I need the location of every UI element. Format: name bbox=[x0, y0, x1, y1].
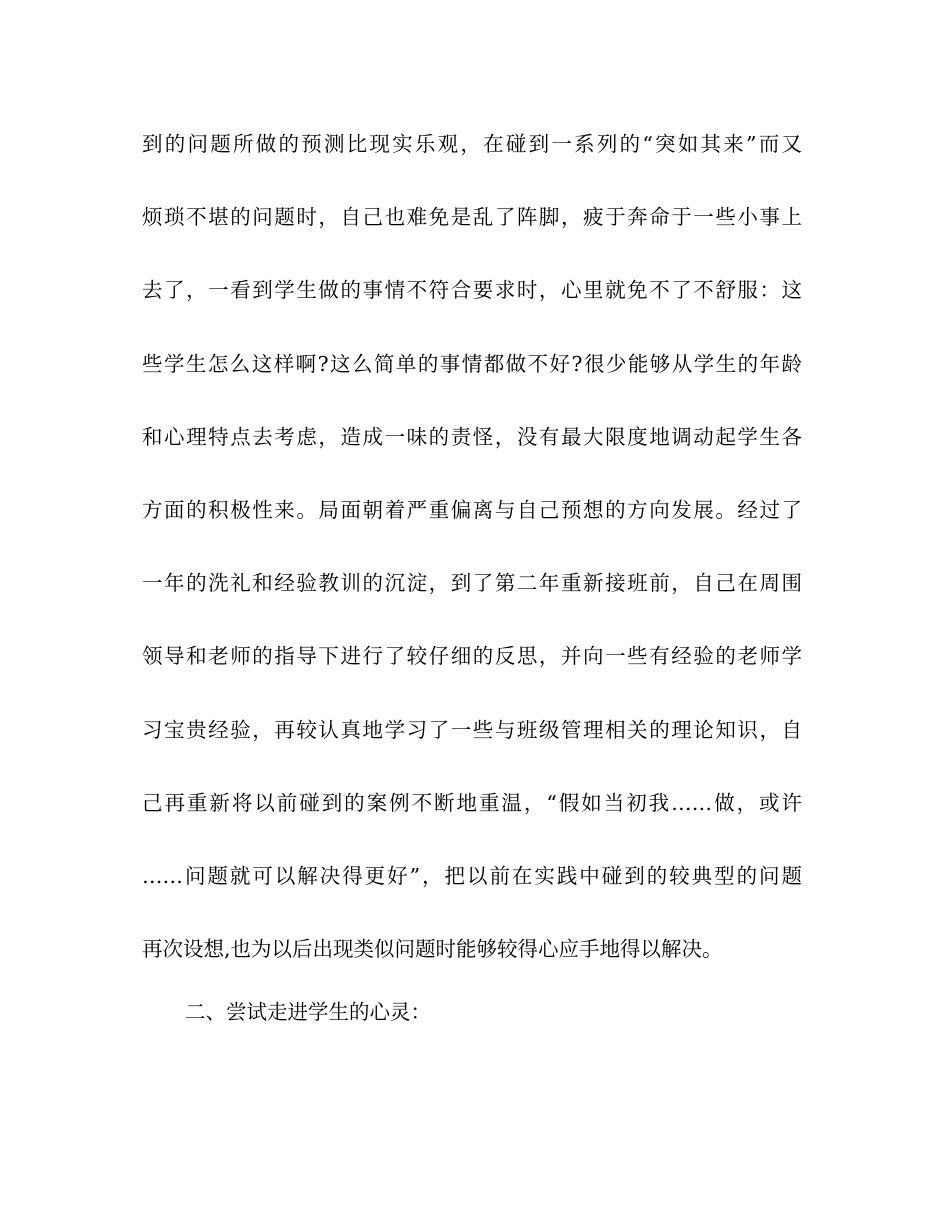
paragraph-line: 些学生怎么这样啊?这么简单的事情都做不好?很少能够从学生的年龄 bbox=[142, 351, 802, 376]
paragraph-line: 烦琐不堪的问题时，自己也难免是乱了阵脚，疲于奔命于一些小事上 bbox=[142, 205, 802, 230]
paragraph-line: 去了，一看到学生做的事情不符合要求时，心里就免不了不舒服：这 bbox=[142, 278, 802, 303]
paragraph-line: 习宝贵经验，再较认真地学习了一些与班级管理相关的理论知识，自 bbox=[142, 717, 802, 742]
body-paragraph bbox=[142, 124, 802, 1002]
section-heading: 二、尝试走进学生的心灵： bbox=[185, 1000, 431, 1024]
paragraph-line: 方面的积极性来。局面朝着严重偏离与自己预想的方向发展。经过了 bbox=[142, 497, 802, 522]
paragraph-line: ……问题就可以解决得更好”，把以前在实践中碰到的较典型的问题 bbox=[142, 863, 802, 888]
paragraph-line: 一年的洗礼和经验教训的沉淀，到了第二年重新接班前，自己在周围 bbox=[142, 571, 802, 596]
paragraph-line: 和心理特点去考虑，造成一味的责怪，没有最大限度地调动起学生各 bbox=[142, 424, 802, 449]
paragraph-line: 到的问题所做的预测比现实乐观，在碰到一系列的“突如其来”而又 bbox=[142, 132, 802, 156]
paragraph-line: 再次设想,也为以后出现类似问题时能够较得心应手地得以解决。 bbox=[142, 937, 723, 962]
paragraph-line: 己再重新将以前碰到的案例不断地重温，“假如当初我……做，或许 bbox=[142, 790, 802, 815]
paragraph-line: 领导和老师的指导下进行了较仔细的反思，并向一些有经验的老师学 bbox=[142, 644, 802, 669]
